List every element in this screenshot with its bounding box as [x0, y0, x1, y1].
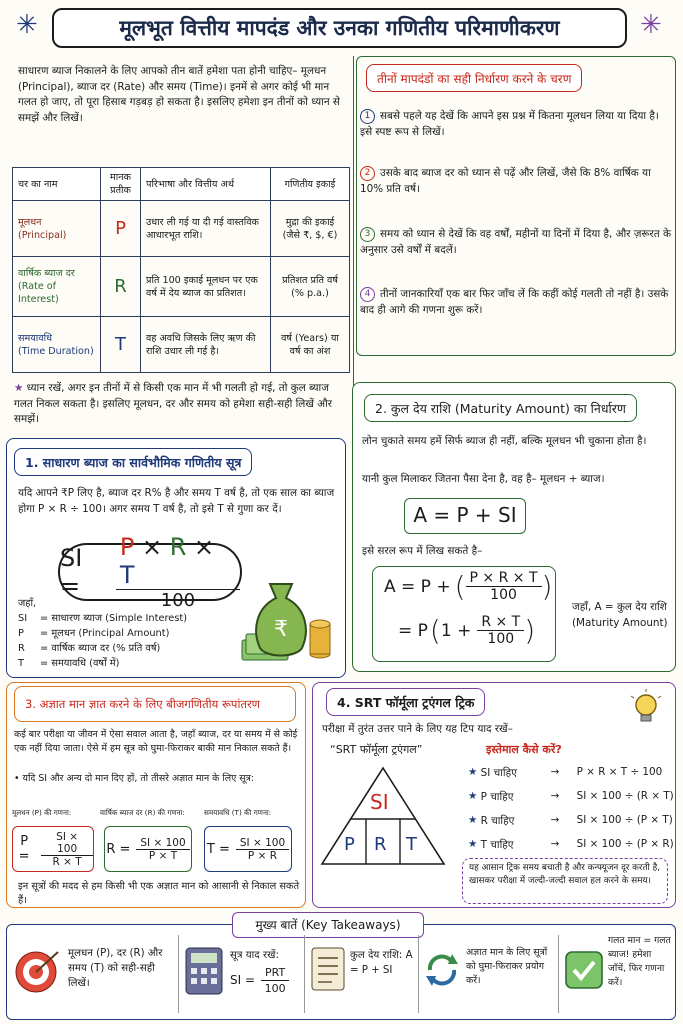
- variable-definition: उधार ली गई या दी गई वास्तविक आधारभूत राशि।: [141, 201, 271, 257]
- si-formula: [58, 533, 242, 611]
- target-icon: [14, 946, 62, 994]
- star-icon: ★: [468, 790, 481, 802]
- divider: [558, 935, 559, 1013]
- step-item: [360, 226, 672, 258]
- formula-fraction: [136, 837, 189, 862]
- formula-denominator: 100: [160, 590, 196, 611]
- row-name: वार्षिक ब्याज दर: [18, 268, 75, 279]
- star-icon: ★: [468, 766, 481, 778]
- eq-numerator: R × T: [477, 614, 524, 631]
- srt-text: परीक्षा में तुरंत उत्तर पाने के लिए यह टिप याद रखें–: [322, 723, 513, 735]
- arrow-icon: →: [550, 814, 560, 826]
- maturity-side-note: जहाँ, A = कुल देय राशि (Maturity Amount): [572, 601, 668, 629]
- variable-name: [13, 257, 101, 317]
- variable-unit: मुद्रा की इकाई (जैसे ₹, $, €): [271, 201, 350, 257]
- row-name-en: (Time Duration): [18, 345, 94, 357]
- rule-want: R चाहिए: [480, 815, 515, 827]
- variable-unit: प्रतिशत प्रति वर्ष (% p.a.): [271, 257, 350, 317]
- definition-row: [18, 626, 248, 641]
- si-definitions: [18, 596, 248, 671]
- row-name-en: (Rate of Interest): [18, 281, 59, 305]
- formula-lhs: P =: [18, 834, 30, 864]
- maturity-box: A = P + SI: [404, 498, 526, 534]
- variable-name: [13, 201, 101, 257]
- eq-numerator: P × R × T: [466, 570, 542, 587]
- use-heading: इस्तेमाल कैसे करें?: [486, 743, 562, 756]
- step-number: 3: [360, 227, 375, 242]
- arrow-icon: →: [550, 838, 560, 850]
- definition-text: = समयावधि (वर्षों में): [40, 658, 120, 669]
- rule-row: [468, 838, 678, 852]
- definition-symbol: T: [18, 658, 24, 669]
- formula-lhs: T =: [206, 841, 230, 857]
- maturity-text-3: इसे सरल रूप में लिख सकते है–: [362, 545, 483, 557]
- table-header-row: [13, 168, 350, 201]
- rule-then: SI × 100 ÷ (P × T): [576, 814, 673, 826]
- paren-open: (: [454, 570, 466, 603]
- definition-symbol: SI: [18, 613, 28, 624]
- eq-mid: 1 +: [440, 620, 472, 641]
- star-icon: ★: [14, 382, 27, 394]
- takeaway-item: [230, 948, 302, 1024]
- row-name-en: (Principal): [18, 229, 67, 241]
- variable-symbol: R: [101, 257, 141, 317]
- rule-row: [468, 814, 678, 828]
- triangle-label: “SRT फॉर्मूला ट्रएंगल”: [330, 743, 423, 756]
- si-text: यदि आपने ₹P लिए है, ब्याज दर R% है और समय T वर्ष है, तो एक साल का ब्याज होगा P × R ÷ 100। अगर समय T वर्ष है, तो इसे T से गुणा कर दें।: [18, 487, 335, 515]
- maturity-heading: 2. कुल देय राशि (Maturity Amount) का निर्धारण: [364, 394, 637, 422]
- formula-numerator: SI × 100: [136, 837, 189, 850]
- paren-close: ): [524, 614, 536, 647]
- formula-fraction: [236, 837, 289, 862]
- eq-lhs: = P: [398, 620, 428, 641]
- variable-name: [13, 317, 101, 373]
- rule-want: T चाहिए: [480, 839, 514, 851]
- formula-denominator: P × R: [247, 849, 278, 862]
- svg-text:₹: ₹: [274, 617, 288, 642]
- si-heading: 1. साधारण ब्याज का सार्वभौमिक गणितीय सूत्र: [14, 448, 252, 476]
- formula-r: [104, 826, 192, 872]
- eq-fraction: [477, 614, 524, 647]
- step-text: तीनों जानकारियाँ एक बार फिर जाँच लें कि कहीं कोई गलती तो नहीं है। उसके बाद ही आगे की गणना शुरू करें।: [360, 288, 669, 316]
- maturity-eq-2: [398, 614, 535, 647]
- algebra-label-r: वार्षिक ब्याज दर (R) की गणना:: [100, 808, 185, 817]
- triangle-p: P: [344, 834, 355, 855]
- takeaway-item: कुल देय राशि: A = P + SI: [350, 950, 413, 976]
- arrow-icon: →: [550, 766, 560, 778]
- sparkle-icon-left: ✳: [16, 10, 38, 40]
- maturity-text-1: लोन चुकाते समय हमें सिर्फ ब्याज ही नहीं, बल्कि मूलधन भी चुकाना होता है।: [362, 435, 647, 447]
- page-title: मूलभूत वित्तीय मापदंड और उनका गणितीय परिमाणीकरण: [52, 8, 627, 48]
- formula-p: [12, 826, 94, 872]
- where-label: जहाँ,: [18, 598, 37, 609]
- definition-text: = मूलधन (Principal Amount): [40, 628, 170, 639]
- definition-row: [18, 641, 248, 656]
- divider: [178, 935, 179, 1013]
- maturity-eq-1: [384, 570, 552, 603]
- variable-symbol: T: [101, 317, 141, 373]
- row-name: समयावधि: [18, 332, 52, 344]
- definition-text: = वार्षिक ब्याज दर (% प्रति वर्ष): [40, 643, 161, 654]
- definition-text: = साधारण ब्याज (Simple Interest): [40, 613, 188, 624]
- variable-symbol: P: [101, 201, 141, 257]
- checkmark-icon: [564, 950, 604, 990]
- variable-unit: वर्ष (Years) या वर्ष का अंश: [271, 317, 350, 373]
- formula-denominator: P × T: [148, 849, 178, 862]
- variable-definition: प्रति 100 इकाई मूलधन पर एक वर्ष में देय ब्याज का प्रतिशत।: [141, 257, 271, 317]
- rule-then: SI × 100 ÷ (P × R): [576, 838, 674, 850]
- step-number: 2: [360, 166, 375, 181]
- formula-numerator: P × R × T: [116, 533, 240, 590]
- step-item: [360, 165, 672, 197]
- money-bag-icon: [240, 570, 336, 666]
- table-header: मानक प्रतीक: [101, 168, 141, 201]
- star-icon: ★: [468, 814, 481, 826]
- refresh-icon: [422, 950, 462, 990]
- divider: [304, 935, 305, 1013]
- variables-table: [12, 167, 350, 373]
- algebra-label-t: समयावधि (T) की गणना:: [204, 808, 272, 817]
- arrow-icon: →: [550, 790, 560, 802]
- rule-row: [468, 766, 678, 780]
- formula-numerator: PRT: [261, 965, 289, 981]
- eq-denominator: 100: [490, 587, 517, 603]
- formula-fraction: [41, 831, 93, 868]
- row-name: मूलधन: [18, 216, 42, 228]
- formula-denominator: R × T: [52, 855, 82, 868]
- eq-denominator: 100: [487, 631, 515, 647]
- algebra-heading: 3. अज्ञात मान ज्ञात करने के लिए बीजगणितीय रूपांतरण: [14, 686, 296, 722]
- intro-text: साधारण ब्याज निकालने के लिए आपको तीन बातें हमेशा पता होनी चाहिए– मूलधन (Principal), ब्याज दर (Rate) और समय (Time)। इनमें से अगर कोई भी मान गलत हो जाए, तो पूरा हिसाब गड़बड़ हो सकता है। इसलिए हमेशा इन तीनों को ध्यान से समझें और लिखें।: [18, 65, 340, 124]
- step-text: सबसे पहले यह देखें कि आपने इस प्रश्न में कितना मूलधन लिया या दिया है। इसे स्पष्ट रूप से लिखें।: [360, 110, 659, 138]
- step-text: समय को ध्यान से देखें कि वह वर्षों, महीनों या दिनों में दिया है, और ज़रूरत के अनुसार उसे वर्षों में बदलें।: [360, 228, 671, 256]
- step-number: 4: [360, 287, 375, 302]
- table-header: परिभाषा और वित्तीय अर्थ: [141, 168, 271, 201]
- takeaway-item: मूलधन (P), दर (R) और समय (T) को सही-सही लिखें।: [68, 948, 163, 989]
- algebra-bullet: • यदि SI और अन्य दो मान दिए हों, तो तीसरे अज्ञात मान के लिए सूत्र:: [14, 773, 254, 784]
- table-row: [13, 257, 350, 317]
- table-header: गणितीय इकाई: [271, 168, 350, 201]
- maturity-text-2: यानी कुल मिलाकर जितना पैसा देना है, वह है– मूलधन + ब्याज।: [362, 473, 605, 485]
- eq-fraction: [466, 570, 542, 603]
- paren-close: ): [541, 570, 553, 603]
- step-item: [360, 108, 672, 140]
- rule-row: [468, 790, 678, 804]
- takeaways-heading: मुख्य बातें (Key Takeaways): [232, 912, 424, 938]
- definition-symbol: R: [18, 643, 25, 654]
- formula-denominator: 100: [264, 982, 286, 995]
- lightbulb-icon: [626, 688, 666, 728]
- step-number: 1: [360, 109, 375, 124]
- algebra-text-1: कई बार परीक्षा या जीवन में ऐसा सवाल आता है, जहाँ ब्याज, दर या समय में से कोई एक नहीं दिया जाता। ऐसे में हम सूत्र को घुमा-फिराकर बाकी मान निकाल सकते हैं।: [14, 729, 298, 754]
- step-text: उसके बाद ब्याज दर को ध्यान से पढ़ें और लिखें, जैसे कि 8% वार्षिक या 10% प्रति वर्ष।: [360, 167, 651, 195]
- formula-lhs: SI =: [60, 544, 83, 600]
- formula-lhs: R =: [106, 841, 131, 857]
- definition-row: [18, 611, 248, 626]
- triangle-r: R: [374, 834, 387, 855]
- triangle-top: SI: [370, 790, 389, 814]
- formula-numerator: SI × 100: [236, 837, 289, 850]
- formula-lhs: SI =: [230, 973, 256, 987]
- note-body: ध्यान रखें, अगर इन तीनों में से किसी एक मान में भी गलती हो गई, तो कुल ब्याज गलत निकल सकता है। इसलिए मूलधन, दर और समय को हमेशा सही-सही लिखें और समझें।: [14, 382, 333, 426]
- rule-want: SI चाहिए: [480, 767, 517, 779]
- takeaway-text: सूत्र याद रखें:: [230, 950, 279, 961]
- triangle-t: T: [406, 834, 417, 855]
- step-item: [360, 286, 672, 318]
- takeaway-formula: [230, 965, 302, 996]
- eq-lhs: A = P +: [384, 576, 451, 597]
- formula-numerator: SI × 100: [41, 831, 93, 856]
- sparkle-icon-right: ✳: [640, 10, 662, 40]
- table-row: [13, 317, 350, 373]
- checklist-icon: [310, 946, 346, 992]
- paren-open: (: [429, 614, 441, 647]
- takeaway-item: गलत मान = गलत ब्याज! हमेशा जाँचें, फिर गणना करें।: [608, 935, 671, 988]
- srt-heading: 4. SRT फॉर्मूला ट्रएंगल ट्रिक: [326, 688, 485, 716]
- algebra-label-p: मूलधन (P) की गणना:: [12, 808, 72, 817]
- definition-symbol: P: [18, 628, 24, 639]
- divider: [418, 935, 419, 1013]
- formula-t: [204, 826, 292, 872]
- calculator-icon: [184, 946, 224, 996]
- star-icon: ★: [468, 838, 481, 850]
- definition-row: [18, 656, 248, 671]
- table-header: चर का नाम: [13, 168, 101, 201]
- steps-heading: तीनों मापदंडों का सही निर्धारण करने के चरण: [366, 64, 582, 92]
- table-row: [13, 201, 350, 257]
- algebra-text-2: इन सूत्रों की मदद से हम किसी भी एक अज्ञात मान को आसानी से निकाल सकते हैं।: [18, 881, 300, 906]
- note-text: [14, 381, 350, 428]
- srt-tip: यह आसान ट्रिक समय बचाती है और कन्फ्यूजन दूर करती है, खासकर परीक्षा में जल्दी-जल्दी सवाल हल करने के समय।: [462, 858, 668, 904]
- variable-definition: वह अवधि जिसके लिए ऋण की राशि उधार ली गई है।: [141, 317, 271, 373]
- rule-want: P चाहिए: [480, 791, 514, 803]
- rule-then: P × R × T ÷ 100: [576, 766, 663, 778]
- takeaway-item: अज्ञात मान के लिए सूत्रों को घुमा-फिराकर प्रयोग करें।: [466, 947, 548, 986]
- rule-then: SI × 100 ÷ (R × T): [576, 790, 674, 802]
- formula-fraction: [261, 965, 289, 996]
